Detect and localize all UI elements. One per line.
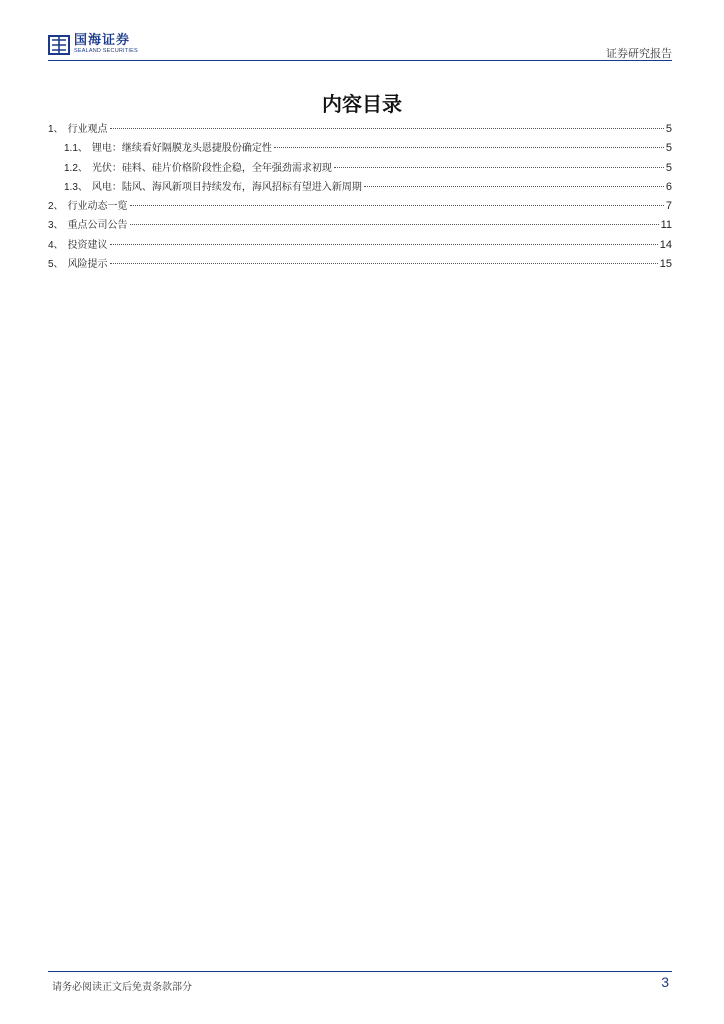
- toc-leader-dots: [364, 186, 664, 187]
- toc-entry-text: 行业观点: [67, 124, 108, 135]
- toc-entry[interactable]: [48, 236, 672, 255]
- toc-entry-page: 14: [659, 238, 672, 251]
- company-logo: [48, 34, 138, 58]
- toc-leader-dots: [274, 147, 664, 148]
- toc-entry-page: 5: [665, 142, 672, 155]
- table-of-contents: [48, 120, 672, 274]
- logo-chinese-name: 国海证券: [74, 33, 131, 48]
- toc-entry-number: 2、: [48, 201, 64, 213]
- toc-entry-text: 风电：陆风、海风新项目持续发布，海风招标有望进入新周期: [91, 181, 362, 193]
- toc-entry-page: 15: [659, 258, 672, 271]
- footer-divider: [48, 971, 672, 972]
- toc-entry-number: 3、: [48, 220, 64, 232]
- toc-entry[interactable]: [48, 120, 672, 139]
- toc-entry-text: 投资建议: [67, 239, 108, 251]
- toc-entry-page: 7: [665, 200, 672, 213]
- toc-entry-page: 5: [665, 123, 672, 135]
- toc-leader-dots: [130, 205, 664, 206]
- toc-leader-dots: [334, 167, 664, 168]
- toc-title: 内容目录: [322, 92, 402, 116]
- toc-leader-dots: [130, 224, 659, 225]
- toc-leader-dots: [110, 244, 658, 245]
- toc-entry[interactable]: [48, 255, 672, 274]
- page-header: [48, 28, 672, 60]
- toc-entry-text: 风险提示: [67, 259, 108, 271]
- toc-entry[interactable]: [48, 197, 672, 216]
- toc-entry-text: 光伏：硅料、硅片价格阶段性企稳，全年强劲需求初现: [91, 162, 332, 174]
- toc-entry-page: 6: [665, 180, 672, 193]
- toc-entry[interactable]: [48, 178, 672, 197]
- toc-entry-number: 1、: [48, 124, 64, 135]
- toc-entry-number: 1.3、: [64, 181, 88, 193]
- header-divider: [48, 60, 672, 61]
- toc-entry[interactable]: [48, 139, 672, 158]
- toc-entry-text: 重点公司公告: [67, 220, 128, 232]
- toc-leader-dots: [110, 128, 664, 129]
- toc-entry-number: 4、: [48, 239, 64, 251]
- toc-entry[interactable]: [48, 159, 672, 178]
- toc-entry-number: 5、: [48, 259, 64, 271]
- disclaimer-note: 请务必阅读正文后免责条款部分: [52, 982, 192, 993]
- toc-entry[interactable]: [48, 216, 672, 235]
- toc-entry-text: 行业动态一览: [67, 201, 128, 213]
- page-number: 3: [661, 974, 669, 990]
- report-type-label: 证券研究报告: [606, 47, 672, 60]
- toc-entry-text: 锂电：继续看好隔膜龙头恩捷股份确定性: [91, 143, 272, 155]
- toc-entry-page: 11: [660, 219, 672, 232]
- toc-entry-number: 1.2、: [64, 162, 88, 174]
- sealand-logo-icon: [48, 34, 70, 56]
- toc-leader-dots: [110, 263, 658, 264]
- toc-entry-number: 1.1、: [64, 143, 88, 155]
- logo-english-name: SEALAND SECURITIES: [74, 48, 138, 54]
- toc-entry-page: 5: [665, 161, 672, 174]
